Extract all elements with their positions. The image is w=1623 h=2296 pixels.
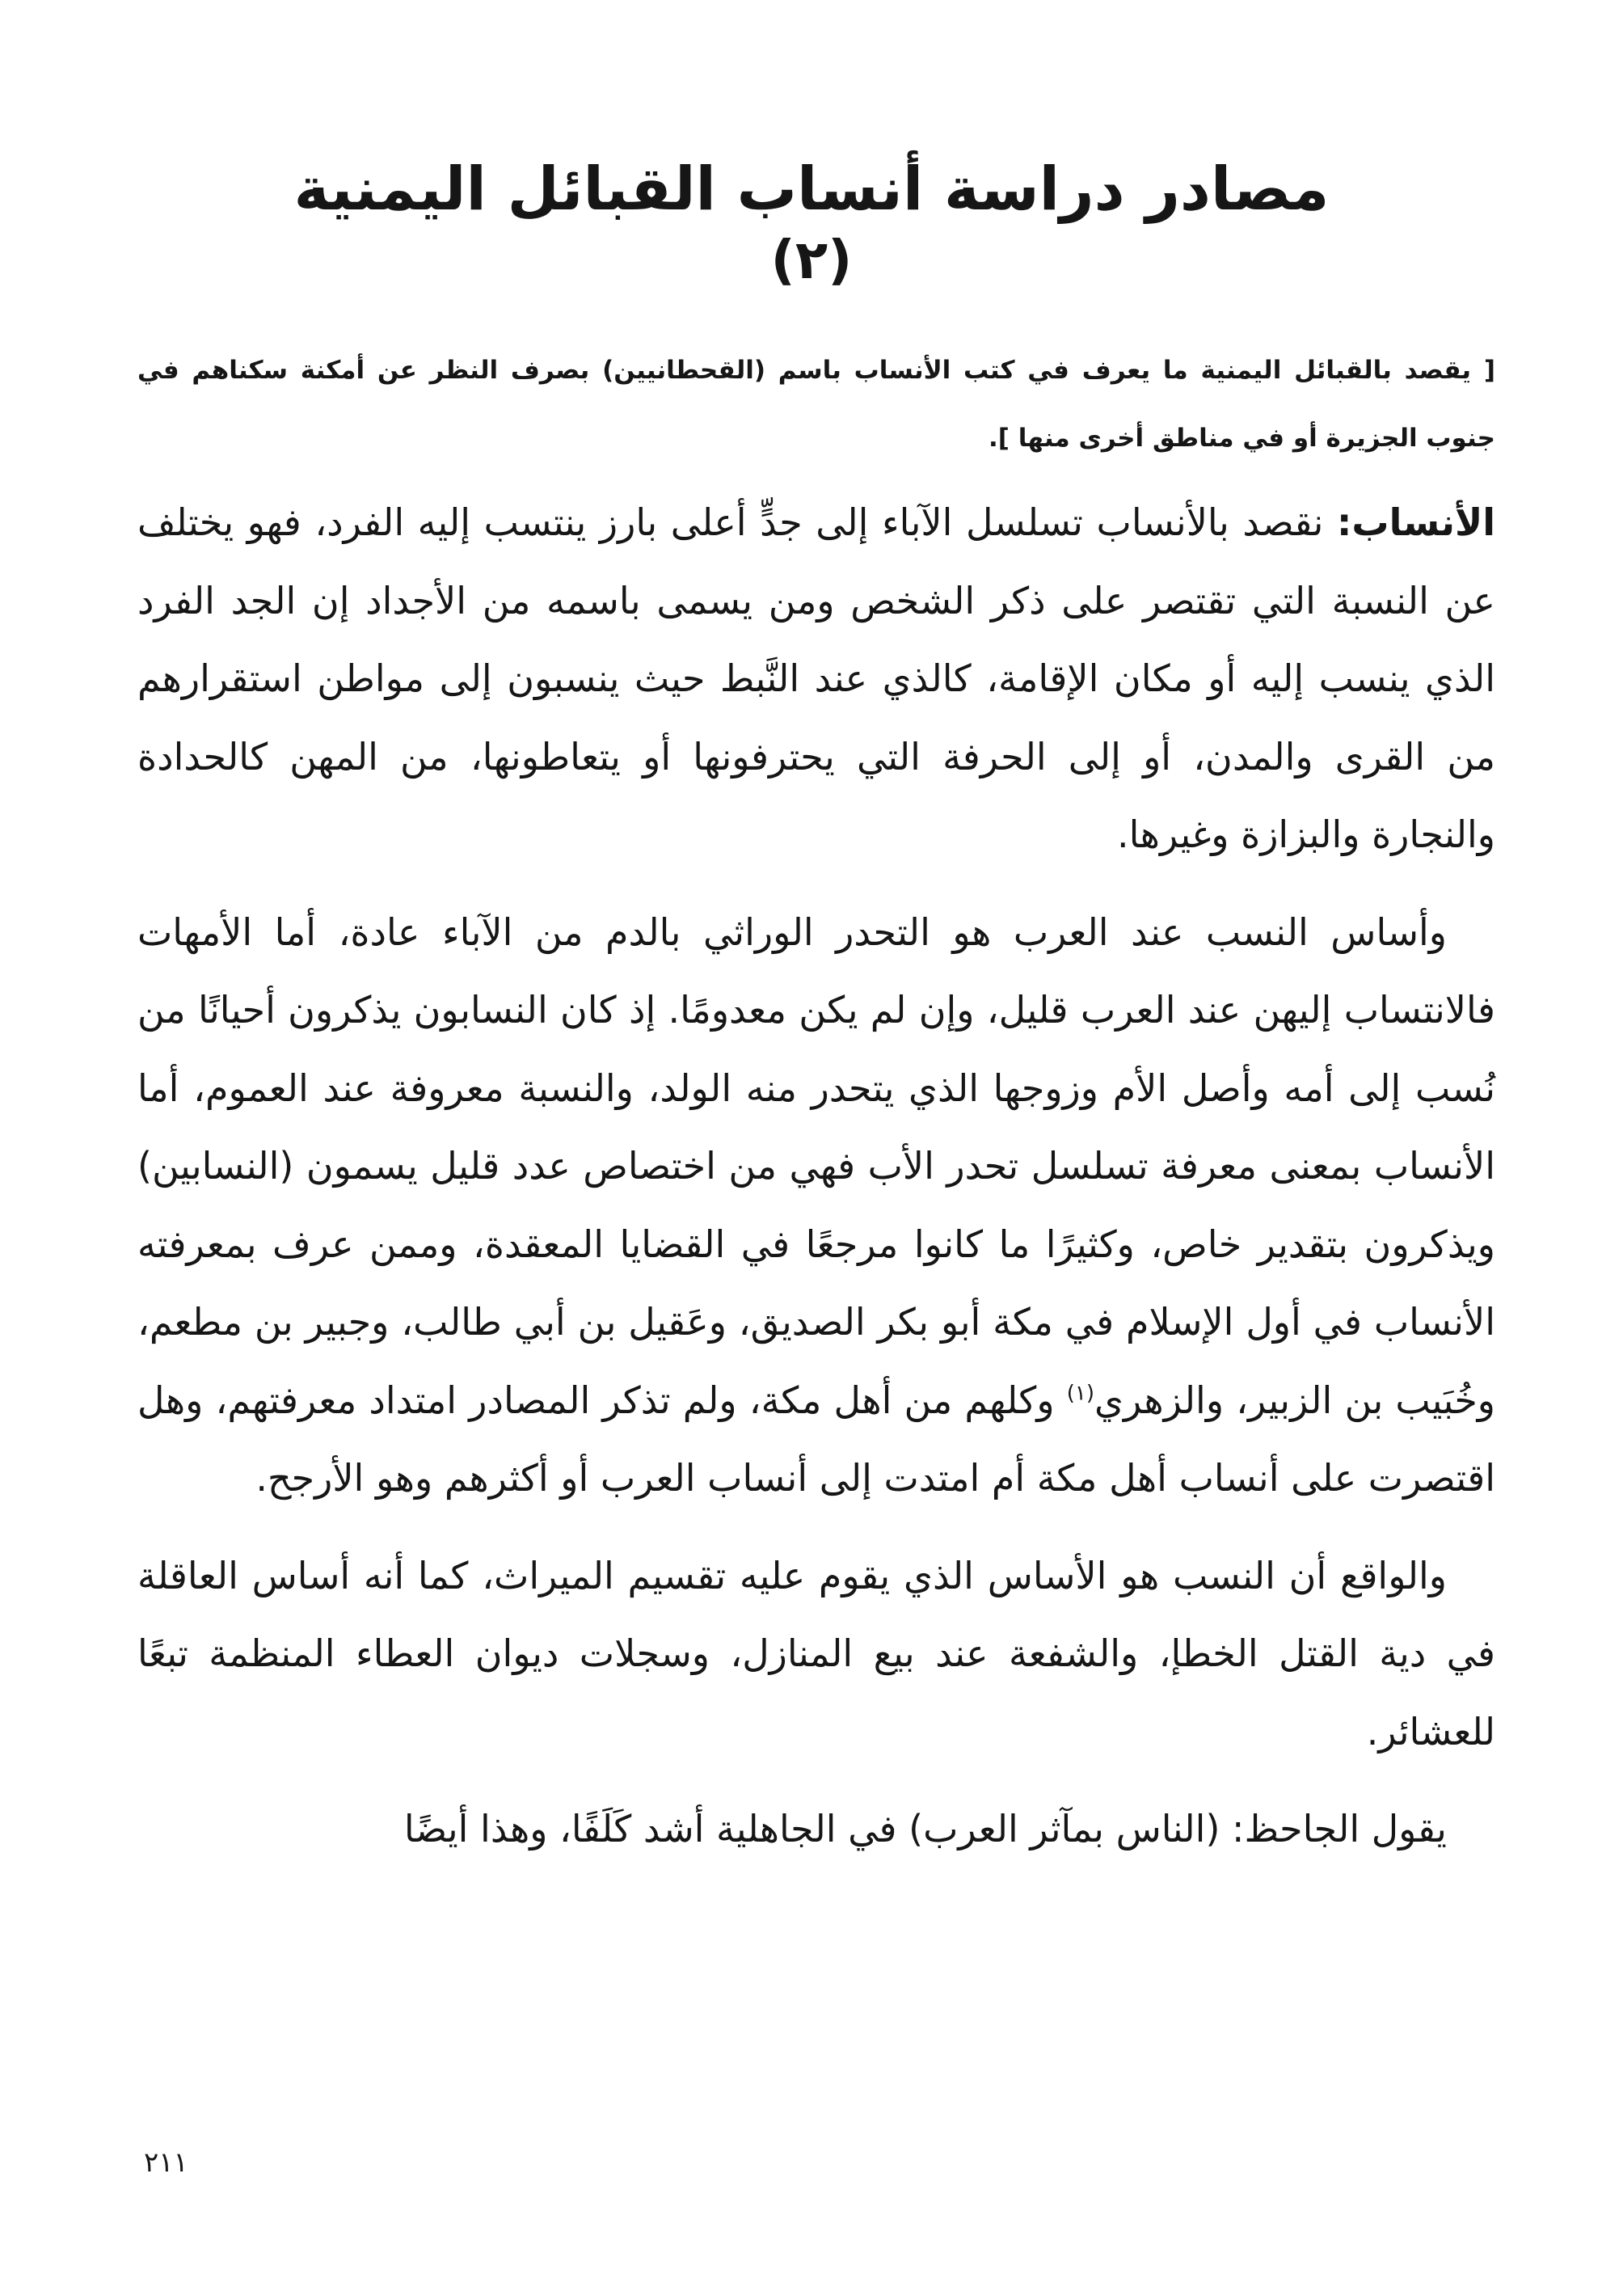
paragraph-ansab (137, 483, 1495, 874)
paragraph-jahiz-quote (137, 1790, 1495, 1868)
footnote-reference[interactable]: (١) (1066, 1381, 1094, 1406)
part-number: (٢) (770, 229, 853, 291)
paragraph-text: وأساس النسب عند العرب هو التحدر الوراثي بالدم من الآباء عادة، أما الأمهات فالانتساب إليهن عند العرب قليل، وإن لم يكن معدومًا. إذ كان النسابون يذكرون أحيانًا من نُسب إلى أمه وأصل الأم وزوجها الذي يتحدر منه الولد، والنسبة معروفة عند العموم، أما الأنساب بمعنى معرفة تسلسل تحدر الأب فهي من اختصاص عدد قليل يسمون (النسابين) ويذكرون بتقدير خاص، وكثيرًا ما كانوا مرجعًا في القضايا المعقدة، وممن عرف بمعرفته الأنساب في أول الإسلام في مكة أبو بكر الصديق، وعَقيل بن أبي طالب، وجبير بن مطعم، وخُبَيب بن الزبير، والزهري (137, 910, 1496, 1422)
paragraph-inheritance (137, 1537, 1495, 1771)
paragraph-nasab-basis (137, 893, 1495, 1517)
intro-note: [ يقصد بالقبائل اليمنية ما يعرف في كتب الأنساب باسم (القحطانيين) بصرف النظر عن أمكنة سكناهم في جنوب الجزيرة أو في مناطق أخرى منها ]. (137, 356, 1495, 453)
article-body (137, 483, 1495, 1888)
paragraph-text: والواقع أن النسب هو الأساس الذي يقوم عليه تقسيم الميراث، كما أنه أساس العاقلة في دية القتل الخطإ، والشفعة عند بيع المنازل، وسجلات ديوان العطاء المنظمة تبعًا للعشائر. (137, 1553, 1495, 1754)
paragraph-text: نقصد بالأنساب تسلسل الآباء إلى جدٍّ أعلى بارز ينتسب إليه الفرد، فهو يختلف عن النسبة التي تقتصر على ذكر الشخص ومن يسمى باسمه من الأجداد إن الجد الفرد الذي ينسب إليه أو مكان الإقامة، كالذي عند النَّبط حيث ينسبون إلى مواطن استقرارهم من القرى والمدن، أو إلى الحرفة التي يحترفونها أو يتعاطونها، من المهن كالحدادة والنجارة والبزازة وغيرها. (137, 500, 1495, 856)
article-title: مصادر دراسة أنساب القبائل اليمنية (293, 154, 1330, 224)
page-number: ٢١١ (144, 2146, 188, 2179)
paragraph-text: وكلهم من أهل مكة، ولم تذكر المصادر امتداد معرفتهم، وهل اقتصرت على أنساب أهل مكة أم امتدت إلى أنساب العرب أو أكثرهم وهو الأرجح. (137, 1378, 1495, 1500)
paragraph-text: يقول الجاحظ: (الناس بمآثر العرب) في الجاهلية أشد كَلَفًا، وهذا أيضًا (403, 1807, 1447, 1851)
paragraph-lead-term: الأنساب: (1337, 500, 1495, 544)
